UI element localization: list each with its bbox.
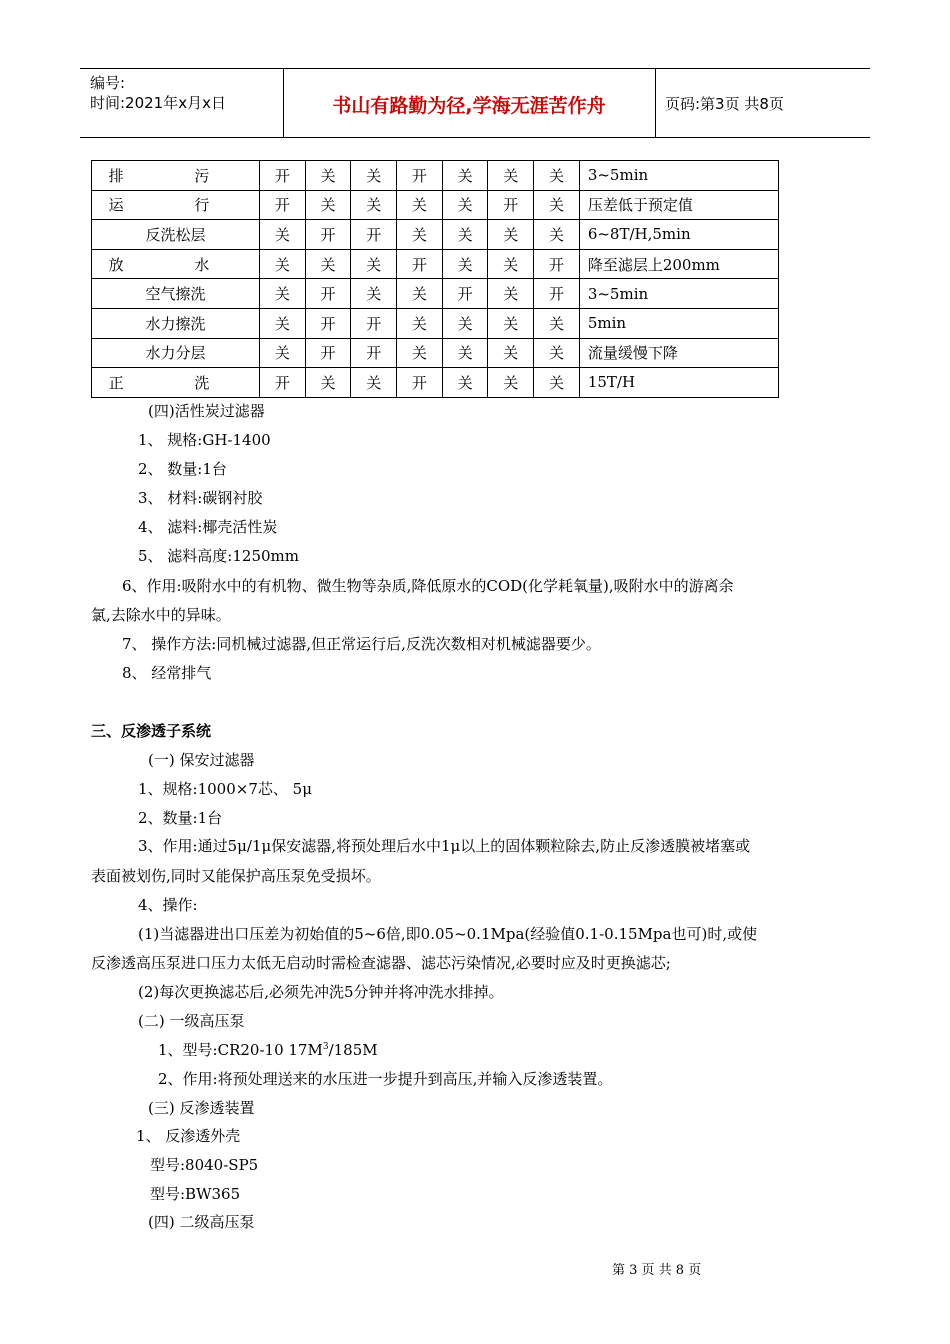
- valve-state-cell: 关: [260, 249, 306, 279]
- list-item: [158, 1039, 378, 1060]
- valve-state-cell: 关: [305, 190, 351, 220]
- section-heading: (二) 一级高压泵: [138, 1012, 245, 1030]
- valve-state-cell: 开: [260, 368, 306, 398]
- valve-state-cell: 关: [397, 338, 443, 368]
- valve-state-cell: 开: [397, 249, 443, 279]
- valve-state-cell: 关: [397, 190, 443, 220]
- valve-state-cell: 关: [442, 249, 488, 279]
- list-item: 型号:BW365: [150, 1185, 241, 1203]
- header-motto: 书山有路勤为径,学海无涯苦作舟: [332, 95, 606, 117]
- step-name-cell: 正 洗: [92, 368, 260, 398]
- valve-state-cell: 开: [442, 279, 488, 309]
- valve-state-cell: 关: [534, 308, 580, 338]
- valve-state-cell: 关: [488, 338, 534, 368]
- paragraph-line: 3、作用:通过5μ/1μ保安滤器,将预处理后水中1μ以上的固体颗粒除去,防止反渗透膜被堵塞或: [138, 837, 751, 855]
- valve-state-cell: 关: [260, 338, 306, 368]
- valve-state-cell: 开: [260, 190, 306, 220]
- valve-state-cell: 关: [305, 368, 351, 398]
- header-divider: [655, 69, 656, 137]
- list-item: 1、规格:1000×7芯、 5μ: [138, 780, 312, 798]
- paragraph-line: 表面被划伤,同时又能保护高压泵免受损坏。: [91, 867, 381, 885]
- note-cell: 压差低于预定值: [579, 190, 778, 220]
- list-item: 2、数量:1台: [138, 809, 223, 827]
- valve-state-cell: 开: [351, 308, 397, 338]
- valve-state-cell: 关: [488, 249, 534, 279]
- list-item: 2、 数量:1台: [138, 460, 227, 478]
- paragraph-line: 反渗透高压泵进口压力太低无启动时需检查滤器、滤芯污染情况,必要时应及时更换滤芯;: [91, 954, 671, 972]
- note-cell: 流量缓慢下降: [579, 338, 778, 368]
- list-item: 1、 规格:GH-1400: [138, 431, 271, 449]
- valve-state-cell: 关: [488, 279, 534, 309]
- table-row: [92, 249, 779, 279]
- valve-state-cell: 开: [305, 338, 351, 368]
- valve-state-cell: 关: [442, 161, 488, 191]
- valve-state-cell: 关: [351, 161, 397, 191]
- valve-state-cell: 关: [488, 220, 534, 250]
- list-item: 型号:8040-SP5: [150, 1156, 259, 1174]
- valve-state-cell: 关: [260, 279, 306, 309]
- note-cell: 15T/H: [579, 368, 778, 398]
- valve-state-cell: 关: [534, 368, 580, 398]
- valve-state-cell: 开: [534, 249, 580, 279]
- time-label: 时间:2021年x月x日: [90, 94, 226, 112]
- valve-state-cell: 关: [442, 338, 488, 368]
- paragraph-line: (1)当滤器进出口压差为初始值的5~6倍,即0.05~0.1Mpa(经验值0.1-0.15Mpa也可)时,或使: [138, 925, 758, 943]
- valve-state-cell: 关: [397, 279, 443, 309]
- step-name-cell: 水力擦洗: [92, 308, 260, 338]
- number-label: 编号:: [90, 74, 126, 92]
- section-heading: (一) 保安过滤器: [148, 751, 255, 769]
- list-item: 1、 反渗透外壳: [136, 1127, 241, 1145]
- valve-state-cell: 开: [488, 190, 534, 220]
- list-item: 4、操作:: [138, 896, 198, 914]
- valve-state-cell: 关: [305, 249, 351, 279]
- valve-state-cell: 开: [305, 308, 351, 338]
- list-item: 4、 滤料:椰壳活性炭: [138, 518, 278, 536]
- valve-state-cell: 开: [305, 220, 351, 250]
- list-item: 5、 滤料高度:1250mm: [138, 547, 299, 565]
- valve-state-cell: 开: [397, 368, 443, 398]
- step-name-cell: 反洗松层: [92, 220, 260, 250]
- valve-state-cell: 关: [351, 368, 397, 398]
- valve-state-cell: 关: [534, 338, 580, 368]
- list-item: 3、 材料:碳钢衬胶: [138, 489, 263, 507]
- step-name-cell: 水力分层: [92, 338, 260, 368]
- valve-state-cell: 开: [351, 220, 397, 250]
- valve-state-cell: 关: [488, 368, 534, 398]
- valve-state-cell: 关: [442, 190, 488, 220]
- table-row: [92, 220, 779, 250]
- valve-state-cell: 关: [397, 308, 443, 338]
- paragraph-line: 7、 操作方法:同机械过滤器,但正常运行后,反洗次数相对机械滤器要少。: [122, 635, 601, 653]
- table-row: [92, 190, 779, 220]
- table-row: [92, 338, 779, 368]
- note-cell: 3~5min: [579, 279, 778, 309]
- valve-state-cell: 关: [442, 220, 488, 250]
- valve-state-cell: 关: [351, 190, 397, 220]
- table-row: [92, 161, 779, 191]
- step-name-cell: 排 污: [92, 161, 260, 191]
- paragraph-line: 8、 经常排气: [122, 664, 212, 682]
- paragraph-line: 氯,去除水中的异味。: [91, 606, 231, 624]
- operation-table: [91, 160, 779, 398]
- valve-state-cell: 关: [488, 308, 534, 338]
- chapter-heading: 三、反渗透子系统: [91, 722, 212, 740]
- valve-state-cell: 关: [488, 161, 534, 191]
- table-row: [92, 368, 779, 398]
- paragraph-line: (2)每次更换滤芯后,必须先冲洗5分钟并将冲洗水排掉。: [138, 983, 504, 1001]
- header-page-info: 页码:第3页 共8页: [665, 95, 784, 113]
- page-header: [80, 68, 870, 138]
- note-cell: 6~8T/H,5min: [579, 220, 778, 250]
- superscript: 3: [322, 1042, 329, 1052]
- section-heading: (四) 二级高压泵: [148, 1213, 255, 1231]
- list-item: 2、作用:将预处理送来的水压进一步提升到高压,并输入反渗透装置。: [158, 1070, 613, 1088]
- valve-state-cell: 开: [397, 161, 443, 191]
- valve-state-cell: 开: [534, 279, 580, 309]
- header-meta: [90, 73, 226, 113]
- valve-state-cell: 关: [260, 308, 306, 338]
- paragraph-line: 6、作用:吸附水中的有机物、微生物等杂质,降低原水的COD(化学耗氧量),吸附水中的游离余: [122, 577, 734, 595]
- table-row: [92, 279, 779, 309]
- valve-state-cell: 关: [305, 161, 351, 191]
- step-name-cell: 空气擦洗: [92, 279, 260, 309]
- model-text-rest: /185M: [328, 1041, 378, 1059]
- valve-state-cell: 开: [260, 161, 306, 191]
- valve-state-cell: 关: [534, 161, 580, 191]
- step-name-cell: 放 水: [92, 249, 260, 279]
- note-cell: 降至滤层上200mm: [579, 249, 778, 279]
- valve-state-cell: 关: [534, 220, 580, 250]
- valve-state-cell: 关: [260, 220, 306, 250]
- valve-state-cell: 关: [351, 279, 397, 309]
- table-row: [92, 308, 779, 338]
- model-text: 1、型号:CR20-10 17M: [158, 1041, 323, 1059]
- section-heading: (三) 反渗透装置: [148, 1099, 255, 1117]
- section-heading: (四)活性炭过滤器: [148, 402, 265, 420]
- step-name-cell: 运 行: [92, 190, 260, 220]
- note-cell: 5min: [579, 308, 778, 338]
- valve-state-cell: 关: [442, 308, 488, 338]
- valve-state-cell: 开: [305, 279, 351, 309]
- valve-state-cell: 关: [351, 249, 397, 279]
- valve-state-cell: 关: [397, 220, 443, 250]
- page-footer: 第 3 页 共 8 页: [612, 1263, 702, 1278]
- note-cell: 3~5min: [579, 161, 778, 191]
- valve-state-cell: 关: [442, 368, 488, 398]
- valve-state-cell: 关: [534, 190, 580, 220]
- valve-state-cell: 开: [351, 338, 397, 368]
